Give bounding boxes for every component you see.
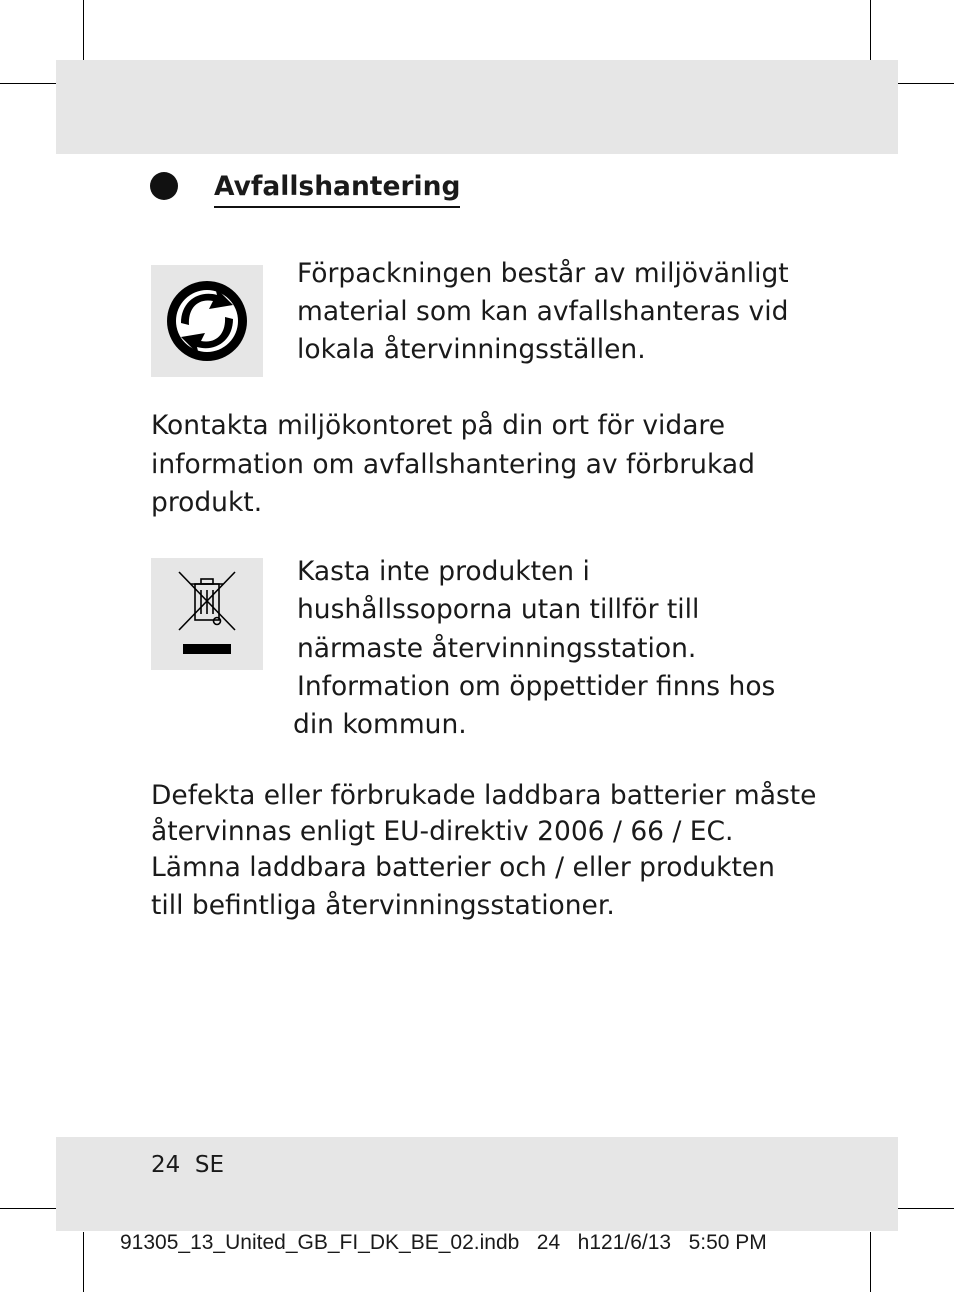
disposal-line-5: din kommun. — [293, 709, 467, 740]
crop-mark — [83, 0, 84, 60]
green-dot-recycling-icon — [151, 265, 263, 377]
print-slug-line: 91305_13_United_GB_FI_DK_BE_02.indb 24 h121/6/13 5:50 PM — [120, 1231, 767, 1254]
disposal-line-4: Information om öppettider finns hos — [297, 671, 776, 702]
crop-mark — [0, 83, 56, 84]
page-number: 24 — [151, 1152, 181, 1178]
battery-line-3: Lämna laddbara batterier och / eller produkten — [151, 852, 775, 883]
bullet-dot — [150, 172, 178, 200]
crop-mark — [898, 83, 954, 84]
recycle-icon-box — [151, 265, 263, 377]
crop-mark — [898, 1208, 954, 1209]
packaging-line-3: lokala återvinningsställen. — [297, 334, 646, 365]
contact-line-3: produkt. — [151, 487, 263, 518]
crop-mark — [83, 1232, 84, 1292]
disposal-line-3: närmaste återvinningsstation. — [297, 633, 697, 664]
packaging-line-2: material som kan avfallshanteras vid — [297, 296, 789, 327]
section-heading: Avfallshantering — [214, 170, 460, 208]
battery-line-1: Defekta eller förbrukade laddbara batterier måste — [151, 780, 817, 811]
header-band — [56, 60, 898, 154]
crop-mark — [0, 1208, 56, 1209]
weee-icon-box — [151, 558, 263, 670]
crop-mark — [870, 0, 871, 60]
language-code: SE — [194, 1152, 225, 1178]
battery-line-2: återvinnas enligt EU-direktiv 2006 / 66 / EC. — [151, 816, 734, 847]
contact-line-1: Kontakta miljökontoret på din ort för vidare — [151, 410, 726, 441]
battery-line-4: till befintliga återvinningsstationer. — [151, 890, 615, 921]
contact-line-2: information om avfallshantering av förbrukad — [151, 449, 755, 480]
page-footer — [151, 1150, 224, 1180]
crossed-out-wheelie-bin-icon — [151, 558, 263, 670]
disposal-line-2: hushållssoporna utan tillför till — [297, 594, 700, 625]
crop-mark — [870, 1232, 871, 1292]
packaging-line-1: Förpackningen består av miljövänligt — [297, 258, 789, 289]
disposal-line-1: Kasta inte produkten i — [297, 556, 590, 587]
